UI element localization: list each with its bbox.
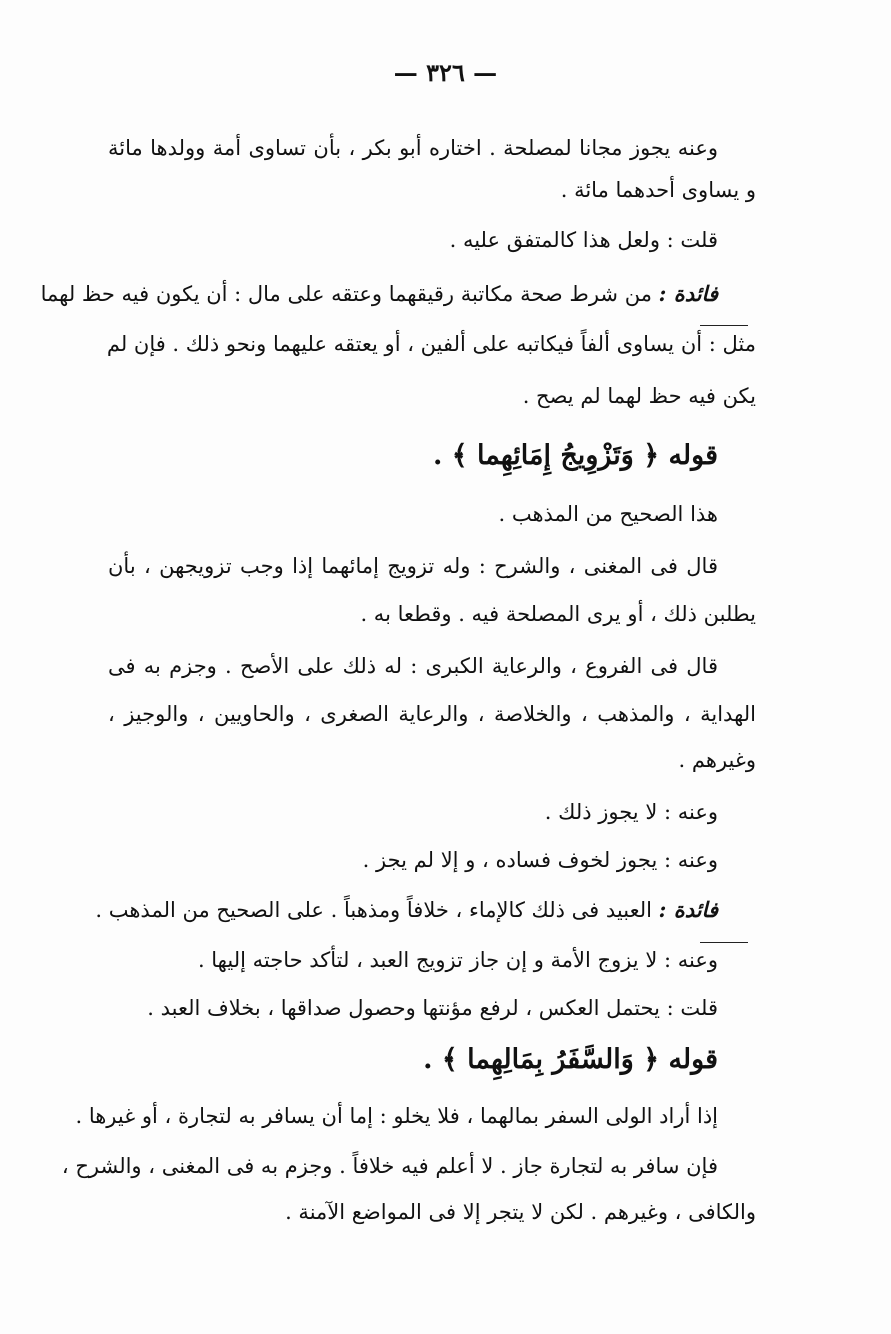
text-line: يكن فيه حظ لهما لم يصح . bbox=[522, 384, 756, 408]
text-line: وعنه : يجوز لخوف فساده ، و إلا لم يجز . bbox=[362, 848, 718, 872]
text-line: قال فى الفروع ، والرعاية الكبرى : له ذلك على الأصح . وجزم به فى bbox=[108, 654, 718, 678]
section-heading: قوله ﴿ وَتَزْوِيجُ إِمَائِهِما ﴾ . bbox=[432, 440, 718, 471]
text-line: فإن سافر به لتجارة جاز . لا أعلم فيه خلافاً . وجزم به فى المغنى ، والشرح ، bbox=[61, 1154, 718, 1178]
text-line: وعنه : لا يجوز ذلك . bbox=[544, 800, 718, 824]
text-line: وعنه : لا يزوج الأمة و إن جاز تزويج العبد ، لتأكد حاجته إليها . bbox=[197, 948, 718, 972]
text-line: هذا الصحيح من المذهب . bbox=[498, 502, 718, 526]
text-line: يطلبن ذلك ، أو يرى المصلحة فيه . وقطعا به . bbox=[360, 602, 756, 626]
text-line: فائدة : من شرط صحة مكاتبة رقيقهما وعتقه على مال : أن يكون فيه حظ لهما bbox=[40, 281, 718, 306]
text-line: مثل : أن يساوى ألفاً فيكاتبه على ألفين ، أو يعتقه عليهما ونحو ذلك . فإن لم bbox=[106, 332, 756, 356]
section-heading: قوله ﴿ وَالسَّفَرُ بِمَالِهِما ﴾ . bbox=[423, 1044, 718, 1075]
text-line: قال فى المغنى ، والشرح : وله تزويج إمائهما إذا وجب تزويجهن ، بأن bbox=[108, 554, 718, 578]
text-line: والكافى ، وغيرهم . لكن لا يتجر إلا فى المواضع الآمنة . bbox=[285, 1200, 756, 1224]
text-line: قلت : يحتمل العكس ، لرفع مؤنتها وحصول صداقها ، بخلاف العبد . bbox=[147, 996, 718, 1020]
faida-label: فائدة : bbox=[658, 897, 718, 922]
faida-underline bbox=[700, 325, 748, 326]
text-line: و يساوى أحدهما مائة . bbox=[560, 178, 756, 202]
text-line: قلت : ولعل هذا كالمتفق عليه . bbox=[449, 228, 718, 252]
text-line: وغيرهم . bbox=[678, 748, 756, 772]
page-number: — ٣٢٦ — bbox=[393, 58, 498, 87]
text-line: الهداية ، والمذهب ، والخلاصة ، والرعاية الصغرى ، والحاويين ، والوجيز ، bbox=[108, 702, 756, 726]
faida-underline bbox=[700, 942, 748, 943]
text-line: إذا أراد الولى السفر بمالهما ، فلا يخلو : إما أن يسافر به لتجارة ، أو غيرها . bbox=[75, 1104, 718, 1128]
text-line: فائدة : العبيد فى ذلك كالإماء ، خلافاً ومذهباً . على الصحيح من المذهب . bbox=[95, 897, 718, 922]
text-line: وعنه يجوز مجانا لمصلحة . اختاره أبو بكر ، بأن تساوى أمة وولدها مائة bbox=[108, 136, 718, 160]
faida-label: فائدة : bbox=[658, 281, 718, 306]
